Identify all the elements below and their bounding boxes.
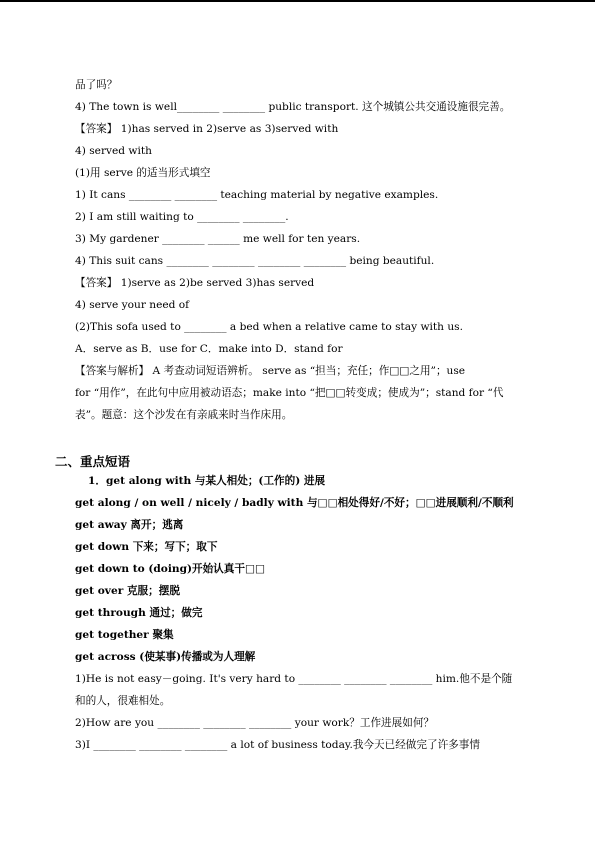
phrase-line: 1．get along with 与某人相处；(工作的) 进展 — [88, 475, 326, 487]
analysis-line: for “用作”，在此句中应用被动语态；make into “把□□转变成；使成为”；stand for “代 — [75, 387, 504, 399]
phrase-line: get along / on well / nicely / badly with 与□□相处得好/不好；□□进展顺利/不顺利 — [75, 497, 514, 509]
exercise-line: 1)He is not easy－going. It's very hard to ________ ________ ________ him.他不是个随 — [75, 673, 513, 685]
page-top-border — [0, 0, 595, 2]
exercise-line: 2)How are you ________ ________ ________ your work？工作进展如何？ — [75, 717, 435, 729]
text-line: 4) This suit cans ________ ________ ________ ________ being beautiful. — [75, 255, 435, 267]
phrase-line: get away 离开；逃离 — [75, 519, 184, 531]
exercise-line: 和的人，很难相处。 — [75, 695, 171, 707]
phrase-line: get through 通过；做完 — [75, 607, 203, 619]
phrase-line: get over 克服；摆脱 — [75, 585, 180, 597]
text-line: (2)This sofa used to ________ a bed when a relative came to stay with us. — [75, 321, 463, 333]
section-title: 二、重点短语 — [55, 454, 131, 469]
phrase-line: get together 聚集 — [75, 629, 174, 641]
analysis-line: 表”。题意：这个沙发在有亲戚来时当作床用。 — [75, 409, 293, 421]
analysis-line: 【答案与解析】 A 考查动词短语辨析。 serve as “担当；充任；作□□之用”；use — [75, 365, 466, 377]
answer-line: 【答案】 1)serve as 2)be served 3)has served — [75, 277, 315, 289]
text-line: 3) My gardener ________ ______ me well for ten years. — [75, 233, 361, 245]
text-line: 品了吗？ — [75, 79, 118, 91]
phrase-line: get down to (doing)开始认真干□□ — [75, 563, 265, 575]
text-line: 1) It cans ________ ________ teaching material by negative examples. — [75, 189, 439, 201]
exercise-line: 3)I ________ ________ ________ a lot of business today.我今天已经做完了许多事情 — [75, 739, 480, 751]
text-line: 4) served with — [75, 145, 152, 157]
options-line: A．serve as B．use for C．make into D．stand for — [75, 343, 343, 355]
text-line: 4) serve your need of — [75, 299, 190, 311]
phrase-line: get down 下来；写下；取下 — [75, 541, 218, 553]
text-line: (1)用 serve 的适当形式填空 — [75, 167, 211, 179]
text-line: 4) The town is well________ ________ public transport. 这个城镇公共交通设施很完善。 — [75, 101, 511, 113]
answer-line: 【答案】 1)has served in 2)serve as 3)served with — [75, 123, 339, 135]
phrase-line: get across (使某事)传播或为人理解 — [75, 651, 256, 663]
text-line: 2) I am still waiting to ________ ________. — [75, 211, 289, 223]
